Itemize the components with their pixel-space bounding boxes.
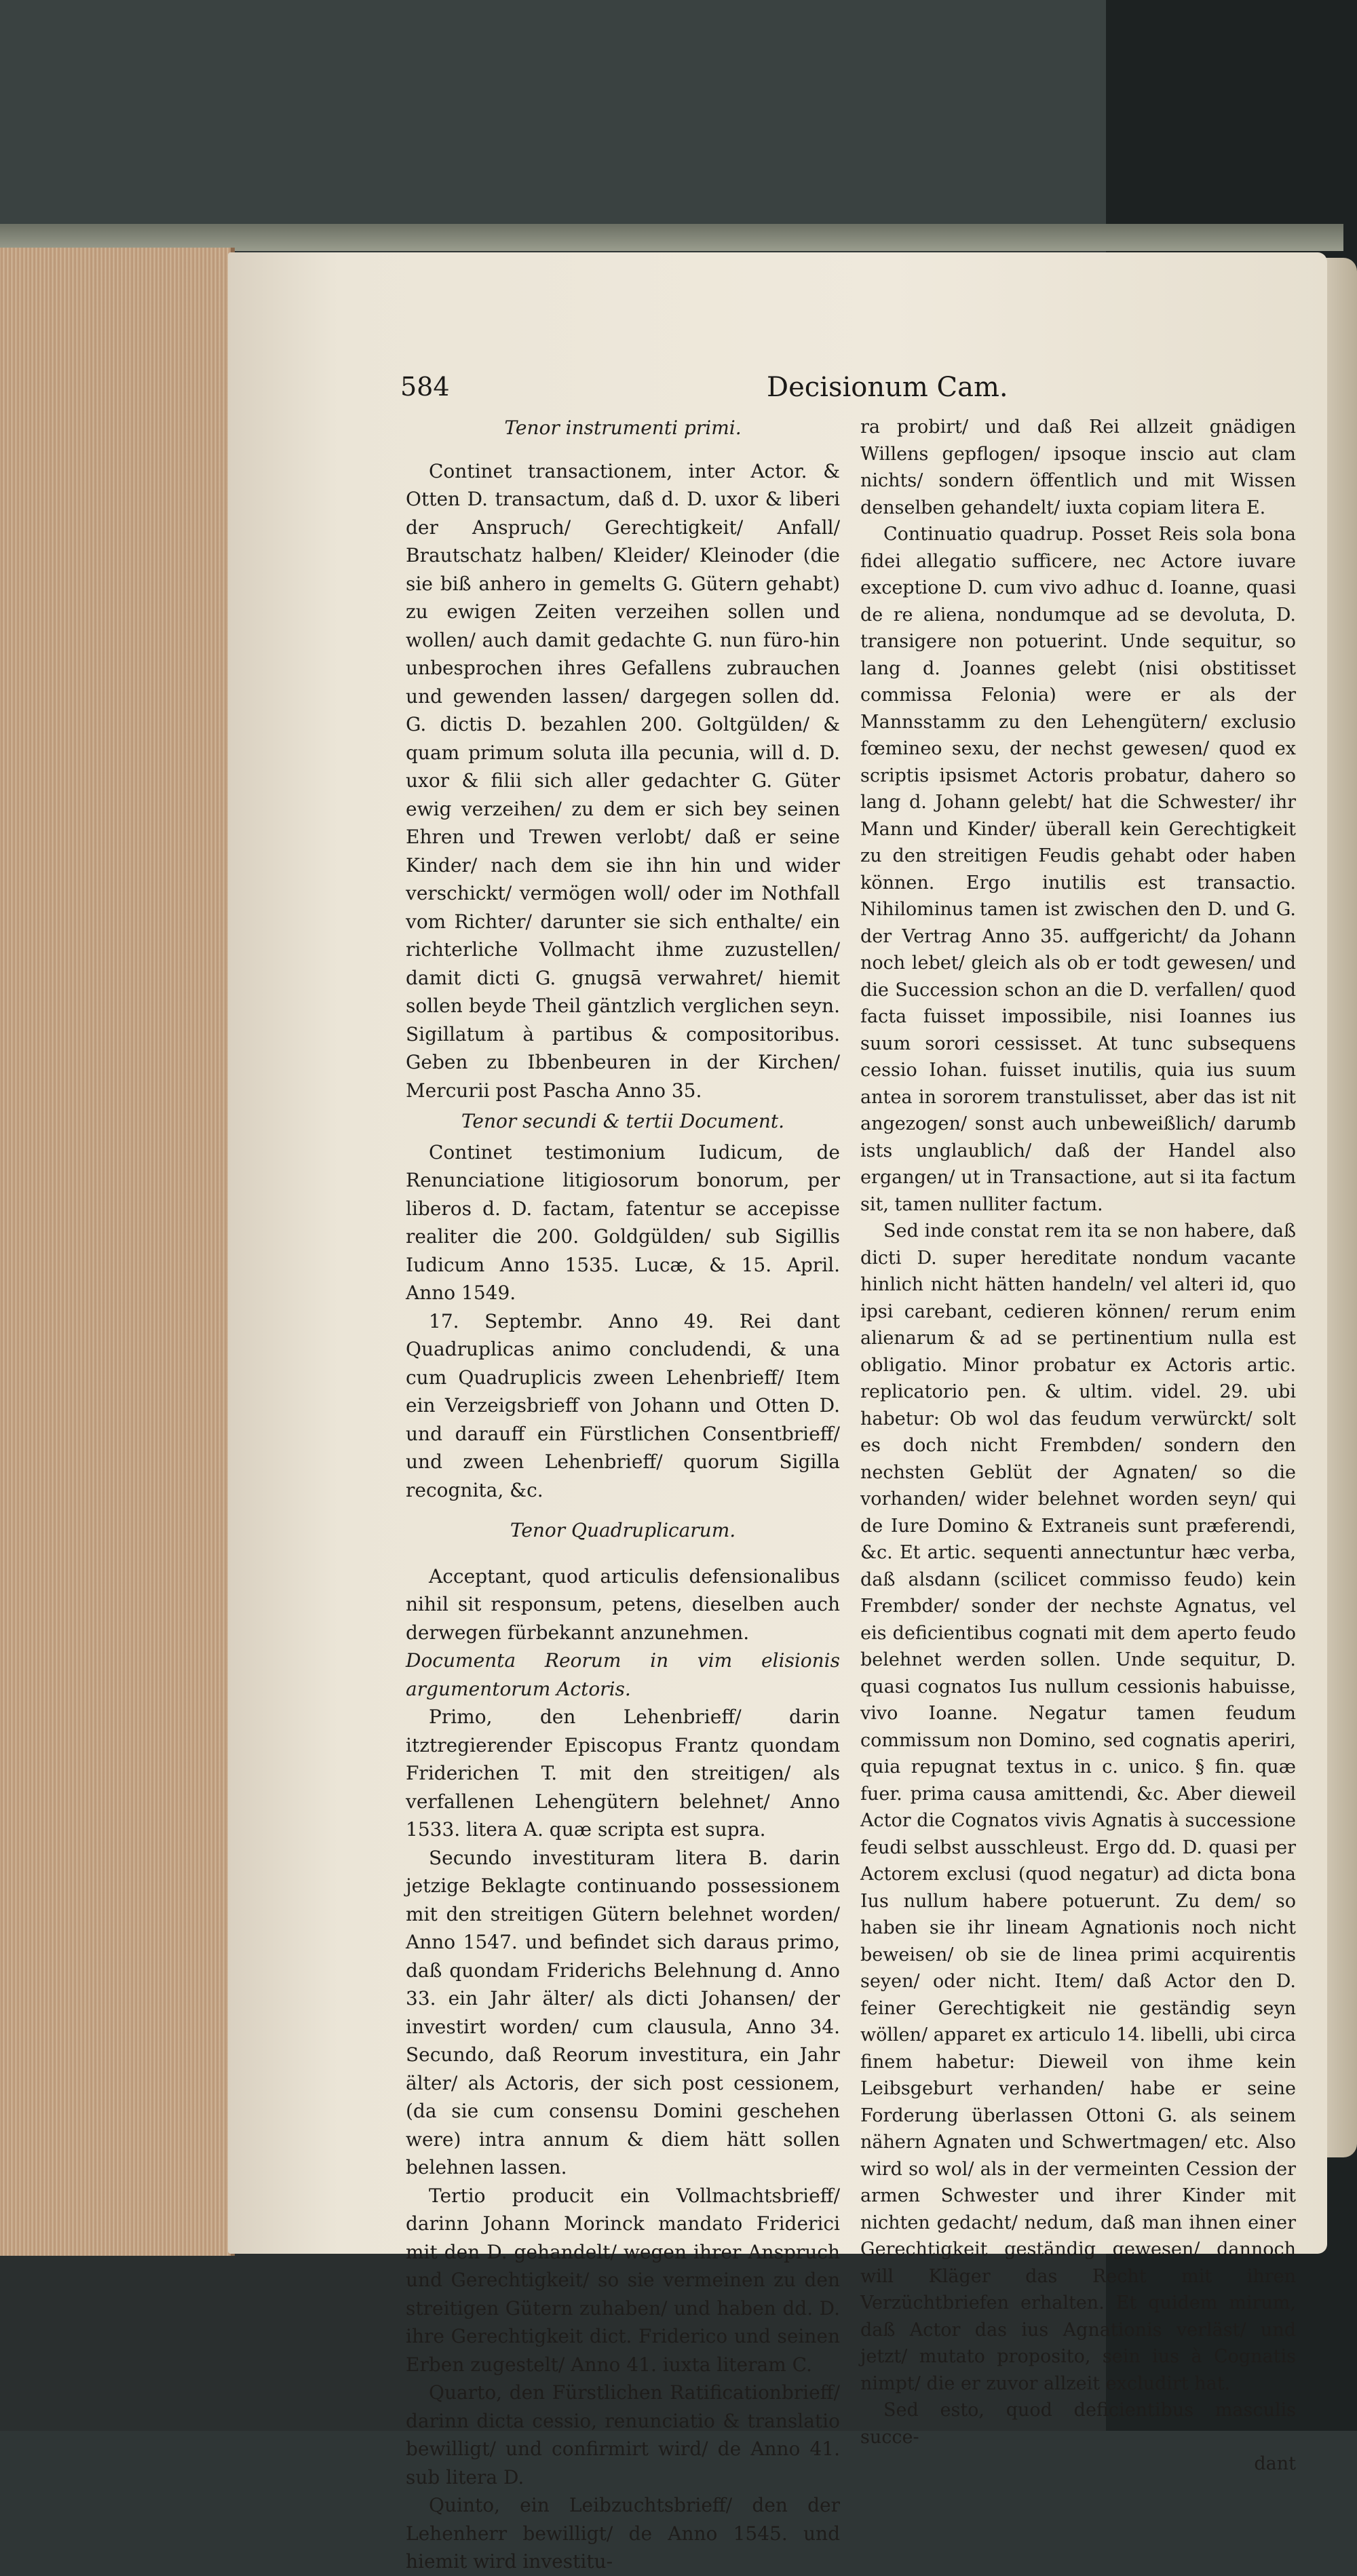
paragraph: Continet transactionem, inter Actor. & Otten D. transactum, daß d. D. uxor & liberi der Anspruch/ Gerechtigkeit/ Anfall/ Brautschatz halben/ Kleider/ Kleinoder (die sie biß anhero in gemelts G. Gütern gehabt) zu ewigen Zeiten verzeihen sollen und wollen/ auch damit gedachte G. nun füro-hin unbesprochen ihres Gefallens zubrauchen und gewenden lassen/ dargegen sollen dd. G. dictis D. bezahlen 200. Goltgülden/ & quam primum soluta illa pecunia, will d. D. uxor & filii sich aller gedachter G. Güter ewig verzeihen/ zu dem er sich bey seinen Ehren und Trewen verlobt/ daß er seine Kinder/ nach dem sie ihn hin und wider verschickt/ vermögen woll/ oder im Nothfall vom Richter/ darunter sie sich enthalte/ ein richterliche Vollmacht ihme zuzustellen/ damit dicti G. gnugsā verwahret/ hiemit sollen beyde Theil gäntzlich verglichen seyn. Sigillatum à partibus & compositoribus. Geben zu Ibbenbeuren in der Kirchen/ Mercurii post Pascha Anno 35. [406, 459, 840, 1102]
paragraph: ra probirt/ und daß Rei allzeit gnädigen Willens gepflogen/ ipsoque inscio aut clam nichts/ sondern öffentlich und mit Wissen denselben gehandelt/ iuxta copiam litera E. [860, 417, 1296, 518]
subheading: Documenta Reorum in vim elisionis argumentorum Actoris. [406, 1649, 840, 1700]
running-title: Decisionum Cam. [767, 372, 1008, 403]
catchword: dant [1254, 2453, 1296, 2474]
right-column [860, 414, 1296, 2478]
section-heading: Tenor Quadruplicarum. [510, 1519, 736, 1541]
page-number: 584 [400, 372, 450, 402]
paragraph: Tertio producit ein Vollmachtsbrieff/ darinn Johann Morinck mandato Friderici mit den D. gehandelt/ wegen ihrer Anspruch und Gerechtigkeit/ so sie vermeinen zu den streitigen Gütern zuhaben/ und haben dd. D. ihre Gerechtigkeit dict. Friderico und seinen Erben zugestelt/ Anno 41. iuxta literam C. [406, 2184, 840, 2376]
paragraph: Acceptant, quod articulis defensionalibus nihil sit responsum, petens, dieselben auch derwegen fürbekannt anzunehmen. [406, 1564, 840, 1644]
section-heading: Tenor secundi & tertii Document. [461, 1110, 785, 1132]
paragraph: Sed inde constat rem ita se non habere, daß dicti D. super hereditate nondum vacante hinlich nicht hätten handeln/ vel alteri id, quo ipsi carebant, cedieren können/ rerum enim alienarum & ad se pertinentium nulla est obligatio. Minor probatur ex Actoris artic. replicatorio pen. & ultim. videl. 29. ubi habetur: Ob wol das feudum verwürckt/ solt es doch nicht Frembden/ sondern den nechsten Geblüt der Agnaten/ so die vorhanden/ wider belehnet worden seyn/ qui de Iure Domino & Extraneis sunt præferendi, &c. Et artic. sequenti annectuntur hæc verba, daß alsdann (scilicet commisso feudo) kein Frembder/ sonder der nechste Agnatus, vel eis deficientibus cognati mit dem aperto feudo belehnet werden sollen. Unde sequitur, D. quasi cognatos Ius nullum cessionis habuisse, vivo Ioanne. Negatur tamen feudum commissum non Domino, sed cognatis aperiri, quia repugnat textus in c. unico. § fin. quæ fuer. prima causa amittendi, &c. Aber dieweil Actor die Cognatos vivis Agnatis à successione feudi selbst ausschleust. Ergo dd. D. quasi per Actorem exclusi (quod negatur) ad dicta bona Ius nullum habere potuerunt. Zu dem/ so haben sie ihr lineam Agnationis noch nicht beweisen/ ob sie de linea primi acquirentis seyen/ oder nicht. Item/ daß Actor den D. feiner Gerechtigkeit nie geständig seyn wöllen/ apparet ex articulo 14. libelli, ubi circa finem habetur: Dieweil von ihme kein Leibsgeburt verhanden/ habe er seine Forderung überlassen Ottoni G. als seinem nähern Agnaten und Schwertmagen/ etc. Also wird so wol/ als in der vermeinten Cession der armen Schwester und ihrer Kinder mit nichten gedacht/ nedum, daß man ihnen einer Gerechtigkeit geständig gewesen/ dannoch will Kläger das Recht mit ihren Verzüchtbriefen erhalten. Et quidem mirum, daß Actor das ius Agnationis verläst/ und jetzt/ mutato proposito, sein ius à Cognatis nimpt/ die er zuvor allzeit excludirt hat. [860, 1220, 1296, 2394]
book-page-block [0, 248, 235, 2256]
paragraph: Quarto, den Fürstlichen Ratificationbrieff/ darinn dicta cessio, renunciatio & translatio bewilligt/ und confirmirt wird/ de Anno 41. sub litera D. [406, 2381, 840, 2488]
paragraph: Primo, den Lehenbrieff/ darin itztregierender Episcopus Frantz quondam Friderichen T. mit den streitigen/ als verfallenen Lehengütern belehnet/ Anno 1533. litera A. quæ scripta est supra. [406, 1706, 840, 1841]
paragraph: Continuatio quadrup. Posset Reis sola bona fidei allegatio sufficere, nec Actore iuvare exceptione D. cum vivo adhuc d. Ioanne, quasi de re aliena, nondumque ad se devoluta, D. transigere non potuerint. Unde sequitur, so lang d. Joannes gelebt (nisi obstitisset commissa Felonia) were er als der Mannsstamm zu den Lehengütern/ exclusio fœmineo sexu, der nechst gewesen/ quod ex scriptis ipsismet Actoris probatur, dahero so lang d. Johann gelebt/ hat die Schwester/ ihr Mann und Kinder/ überall kein Gerechtigkeit zu den streitigen Feudis gehabt oder haben können. Ergo inutilis est transactio. Nihilominus tamen ist zwischen den D. und G. der Vertrag Anno 35. auffgericht/ da Johann noch lebet/ gleich als ob er todt gewesen/ und die Succession schon an die D. verfallen/ quod facta fuisset impossibile, nisi Ioannes ius suum sorori cessisset. At tunc subsequens cessio Iohan. fuisset inutilis, quia ius suum antea in sororem transtulisset, aber das ist nit angezogen/ sonst auch unbeweißlich/ darumb ists unglaublich/ daß der Handel also ergangen/ ut in Transactione, aut si ita factum sit, tamen nulliter factum. [860, 524, 1296, 1215]
paragraph: Secundo investituram litera B. darin jetzige Beklagte continuando possessionem mit den streitigen Gütern belehnet worden/ Anno 1547. und befindet sich daraus primo, daß quondam Friderichs Belehnung d. Anno 33. ein Jahr älter/ als dicti Johansen/ der investirt worden/ cum clausula, Anno 34. Secundo, daß Reorum investitura, ein Jahr älter/ als Actoris, der sich post cessionem, (da sie cum consensu Domini geschehen were) intra annum & diem hätt sollen belehnen lassen. [406, 1846, 840, 2178]
paragraph: Continet testimonium Iudicum, de Renunciatione litigiosorum bonorum, per liberos d. D. factam, fatentur se accepisse realiter die 200. Goldgülden/ sub Sigillis Iudicum Anno 1535. Lucæ, & 15. April. Anno 1549. [406, 1140, 840, 1304]
section-heading: Tenor instrumenti primi. [504, 417, 742, 439]
paragraph: Quinto, ein Leibzuchtsbrieff/ den der Lehenherr bewilligt/ de Anno 1545. und hiemit wird investitu- [406, 2494, 840, 2573]
book-cover-edge [0, 224, 1343, 251]
left-column [406, 414, 840, 2576]
paragraph: Sed esto, quod deficientibus masculis succe- [860, 2400, 1296, 2448]
paragraph: 17. Septembr. Anno 49. Rei dant Quadruplicas animo concludendi, & una cum Quadruplicis zween Lehenbrieff/ Item ein Verzeigsbrieff von Johann und Otten D. und darauff ein Fürstlichen Consentbrieff/ und zween Lehenbrieff/ quorum Sigilla recognita, &c. [406, 1309, 840, 1501]
